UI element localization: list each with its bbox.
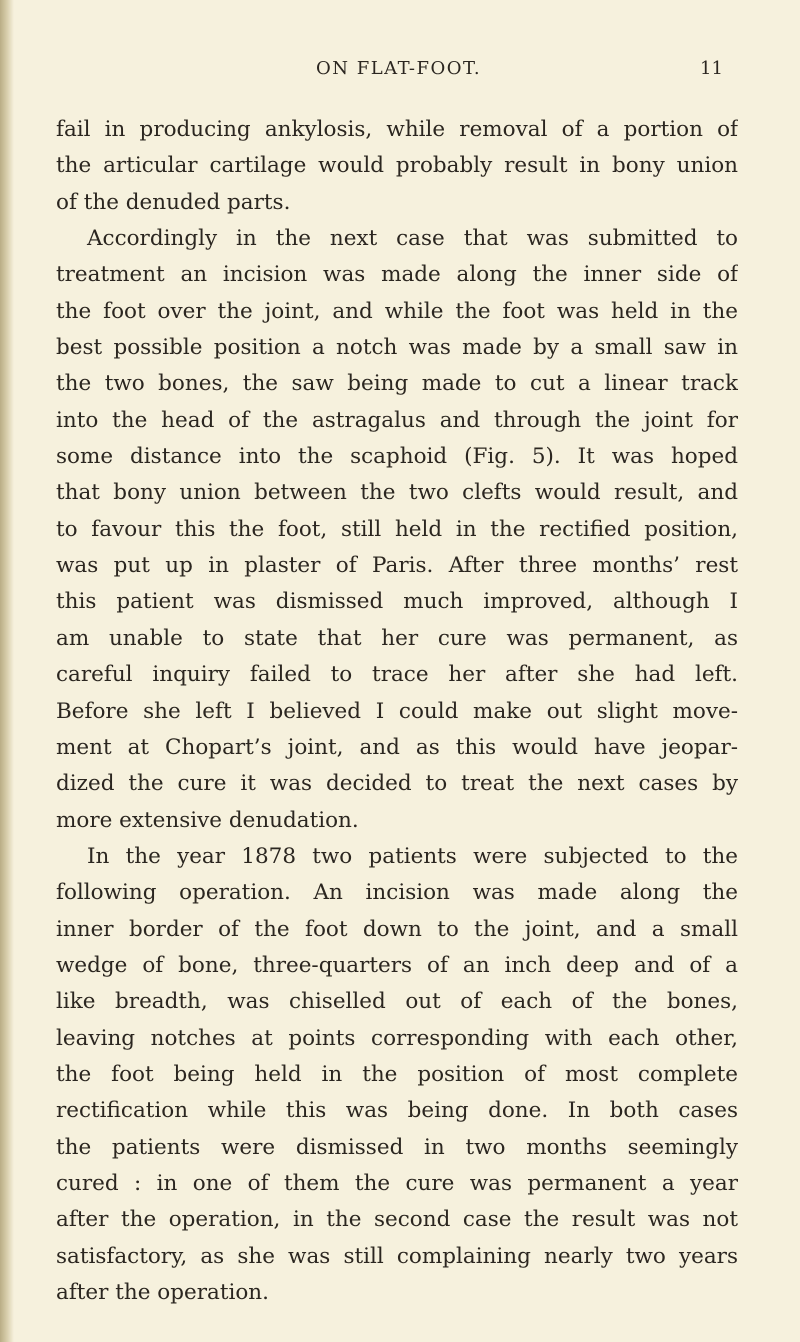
text-line: the two bones, the saw being made to cut a linear track <box>56 371 738 397</box>
running-header <box>0 58 800 86</box>
text-line: more extensive denudation. <box>56 807 359 833</box>
text-line: the articular cartilage would probably result in bony union <box>56 153 738 179</box>
text-line: inner border of the foot down to the joint, and a small <box>56 916 738 942</box>
page-number: 11 <box>700 58 723 79</box>
text-line: after the operation. <box>56 1280 269 1305</box>
text-line: am unable to state that her cure was permanent, as <box>56 625 738 651</box>
body-text <box>56 112 738 1311</box>
text-line: was put up in plaster of Paris. After three months’ rest <box>56 553 738 579</box>
text-line: treatment an incision was made along the inner side of <box>56 262 738 288</box>
page-binding-edge <box>0 0 14 1342</box>
text-line: into the head of the astragalus and through the joint for <box>56 407 738 433</box>
text-line: to favour this the foot, still held in the rectified position, <box>56 516 738 542</box>
text-line: best possible position a notch was made by a small saw in <box>56 335 738 361</box>
text-line: satisfactory, as she was still complaining nearly two years <box>56 1243 738 1269</box>
text-line: fail in producing ankylosis, while removal of a portion of <box>56 117 738 142</box>
text-line: following operation. An incision was made along the <box>56 880 738 906</box>
running-title: ON FLAT-FOOT. <box>316 58 482 79</box>
text-line: Accordingly in the next case that was submitted to <box>87 226 738 252</box>
text-line: In the year 1878 two patients were subjected to the <box>87 843 738 869</box>
text-line: careful inquiry failed to trace her after she had left. <box>56 662 738 688</box>
text-line: some distance into the scaphoid (Fig. 5). It was hoped <box>56 444 738 470</box>
text-line: the patients were dismissed in two months seemingly <box>56 1134 738 1160</box>
text-line: that bony union between the two clefts would result, and <box>56 480 738 506</box>
text-line: leaving notches at points corresponding with each other, <box>56 1025 738 1051</box>
text-line: like breadth, was chiselled out of each of the bones, <box>56 989 738 1015</box>
text-line: rectification while this was being done. In both cases <box>56 1098 738 1124</box>
text-line: this patient was dismissed much improved, although I <box>56 589 738 615</box>
text-line: the foot being held in the position of most complete <box>56 1061 738 1087</box>
text-line: cured : in one of them the cure was permanent a year <box>56 1170 738 1196</box>
text-line: wedge of bone, three-quarters of an inch deep and of a <box>56 952 738 978</box>
text-line: ment at Chopart’s joint, and as this would have jeopar- <box>56 734 738 760</box>
text-line: of the denuded parts. <box>56 189 291 215</box>
text-line: after the operation, in the second case the result was not <box>56 1207 738 1233</box>
text-line: the foot over the joint, and while the foot was held in the <box>56 298 738 324</box>
text-line: dized the cure it was decided to treat the next cases by <box>56 771 738 797</box>
text-line: Before she left I believed I could make out slight move- <box>56 698 738 724</box>
